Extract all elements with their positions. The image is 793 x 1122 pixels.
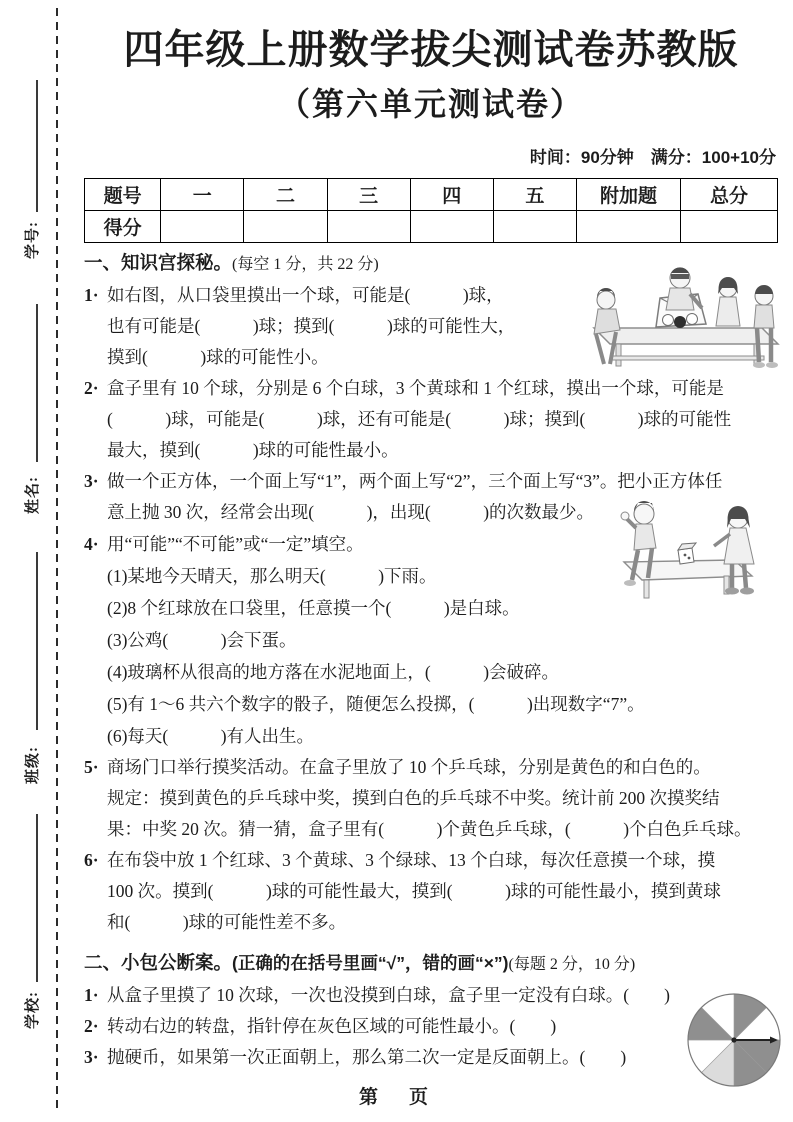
judge-question-3	[84, 1042, 778, 1073]
question-text: 从盒子里摸了 10 次球，一次也没摸到白球，盒子里一定没有白球。( )	[107, 985, 670, 1005]
question-sub-item: (4)玻璃杯从很高的地方落在水泥地面上，( )会破碎。	[107, 662, 560, 682]
question-text: 规定：摸到黄色的乒乓球中奖，摸到白色的乒乓球不中奖。统计前 200 次摸奖结	[107, 788, 720, 808]
question-text: 最大，摸到( )球的可能性最小。	[107, 440, 399, 460]
score-table-score-row	[85, 211, 778, 243]
question-number: 2·	[84, 378, 99, 398]
question-sub-item: (5)有 1～6 共六个数字的骰子，随便怎么投掷，( )出现数字“7”。	[107, 694, 645, 714]
question-text: ( )球，可能是( )球，还有可能是( )球；摸到( )球的可能性	[107, 409, 732, 429]
score-cell	[493, 211, 576, 243]
question-number: 1·	[84, 285, 99, 305]
name-write-line	[36, 304, 38, 462]
judge-question-1	[84, 980, 778, 1011]
question-sub-item: (2)8 个红球放在口袋里，任意摸一个( )是白球。	[107, 598, 520, 618]
question-text: 也有可能是( )球；摸到( )球的可能性大，	[107, 316, 516, 336]
question-6	[84, 845, 778, 938]
score-table-col: 二	[244, 179, 327, 211]
question-number: 5·	[84, 757, 99, 777]
score-cell	[577, 211, 681, 243]
student-id-write-line	[36, 80, 38, 212]
question-text: 100 次。摸到( )球的可能性最大，摸到( )球的可能性最小，摸到黄球	[107, 881, 721, 901]
question-text: 和( )球的可能性差不多。	[107, 912, 347, 932]
spinner-center-pin	[731, 1037, 736, 1042]
question-2	[84, 373, 778, 466]
score-table-col: 四	[410, 179, 493, 211]
question-text: 抛硬币，如果第一次正面朝上，那么第二次一定是反面朝上。( )	[107, 1047, 627, 1067]
score-cell	[161, 211, 244, 243]
score-row-label: 得分	[85, 211, 161, 243]
question-number: 3·	[84, 1047, 99, 1067]
question-text: 盒子里有 10 个球，分别是 6 个白球，3 个黄球和 1 个红球，摸出一个球，可能是	[107, 378, 724, 398]
question-text: 在布袋中放 1 个红球、3 个黄球、3 个绿球、13 个白球，每次任意摸一个球，摸	[107, 850, 716, 870]
question-number: 3·	[84, 471, 99, 491]
question-sub-item: (6)每天( )有人出生。	[107, 726, 315, 746]
question-number: 6·	[84, 850, 99, 870]
score-table-col: 三	[327, 179, 410, 211]
section-one-note: (每空 1 分，共 22 分)	[232, 256, 379, 273]
question-sub-item: (3)公鸡( )会下蛋。	[107, 630, 297, 650]
score-table	[84, 178, 778, 243]
page-title: 四年级上册数学拔尖测试卷苏教版	[123, 28, 739, 72]
children-tossing-number-cube-illustration	[596, 488, 784, 606]
question-text: 商场门口举行摸奖活动。在盒子里放了 10 个乒乓球，分别是黄色的和白色的。	[107, 757, 711, 777]
school-label: 学校:	[25, 991, 41, 1029]
score-table-corner: 题号	[85, 179, 161, 211]
section-two-title: 二、小包公断案。	[84, 952, 233, 973]
time-score-info: 时间：90分钟 满分：100+10分	[529, 148, 776, 167]
school-write-line	[36, 814, 38, 982]
score-table-header-row	[85, 179, 778, 211]
page-number-footer: 第 页	[358, 1087, 434, 1108]
section-two-heading	[84, 948, 778, 980]
judge-question-2	[84, 1011, 778, 1042]
children-drawing-balls-from-bag-illustration	[576, 264, 788, 372]
question-number: 4·	[84, 534, 99, 554]
class-write-line	[36, 552, 38, 730]
score-cell	[680, 211, 777, 243]
score-cell	[244, 211, 327, 243]
page-subtitle: （第六单元测试卷）	[277, 86, 584, 122]
question-text: 做一个正方体，一个面上写“1”，两个面上写“2”，三个面上写“3”。把小正方体任	[107, 471, 723, 491]
score-cell	[410, 211, 493, 243]
class-label: 班级:	[25, 746, 41, 784]
score-table-col: 总分	[680, 179, 777, 211]
question-text: 摸到( )球的可能性小。	[107, 347, 329, 367]
test-paper	[84, 0, 778, 1073]
question-text: 果：中奖 20 次。猜一猜，盒子里有( )个黄色乒乓球，( )个白色乒乓球。	[107, 819, 752, 839]
question-text: 意上抛 30 次，经常会出现( )，出现( )的次数最少。	[107, 502, 595, 522]
question-number: 1·	[84, 985, 99, 1005]
question-5	[84, 752, 778, 845]
dashed-seal-line	[56, 8, 58, 1112]
score-cell	[327, 211, 410, 243]
spinner-wheel	[684, 990, 784, 1090]
question-number: 2·	[84, 1016, 99, 1036]
section-two-rule: (正确的在括号里画“√”，错的画“×”)	[232, 953, 509, 973]
section-one-title: 一、知识宫探秘。	[84, 252, 233, 273]
question-sub-item: (1)某地今天晴天，那么明天( )下雨。	[107, 566, 437, 586]
question-text: 转动右边的转盘，指针停在灰色区域的可能性最小。( )	[107, 1016, 557, 1036]
score-table-col: 五	[493, 179, 576, 211]
name-label: 姓名:	[25, 476, 41, 514]
question-text: 如右图，从口袋里摸出一个球，可能是( )球，	[107, 285, 504, 305]
question-text: 用“可能”“不可能”或“一定”填空。	[107, 534, 364, 554]
score-table-col: 附加题	[577, 179, 681, 211]
student-id-label: 学号:	[25, 221, 41, 259]
score-table-col: 一	[161, 179, 244, 211]
section-two-note: (每题 2 分，10 分)	[508, 956, 636, 973]
